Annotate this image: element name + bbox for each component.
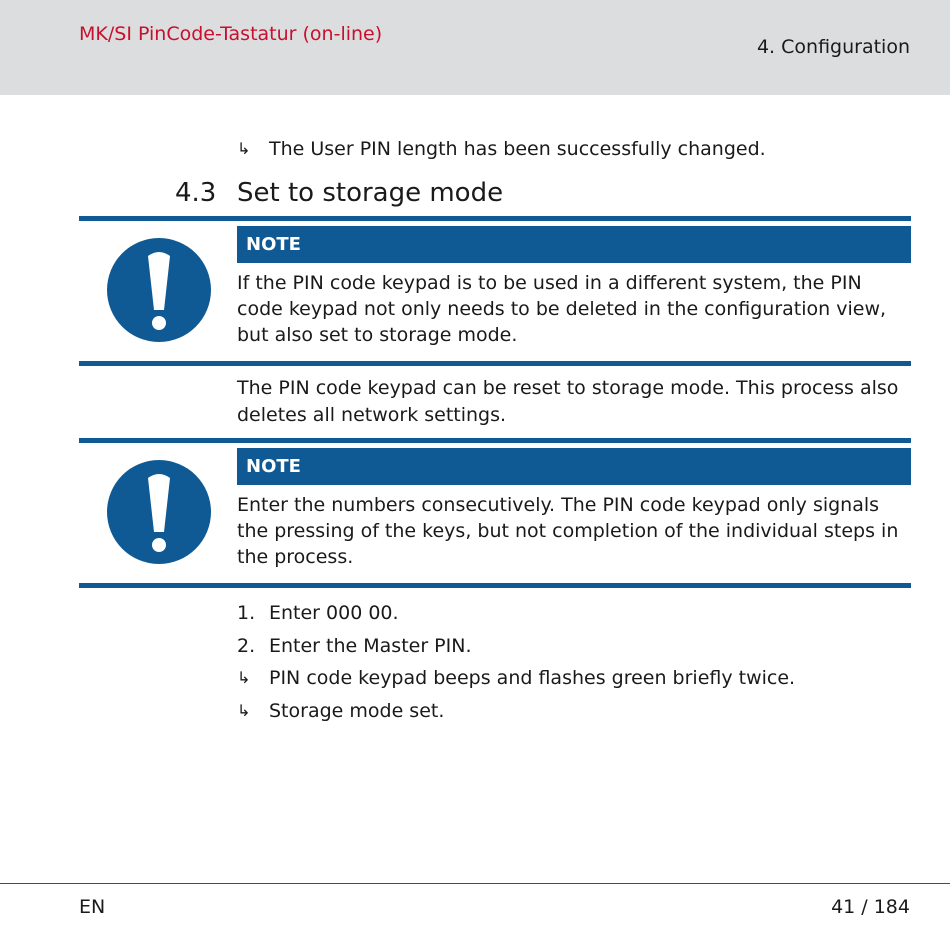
note-text: If the PIN code keypad is to be used in a different system, the PIN code keypad not only needs to be deleted in the configuration view, but also set to storage mode. (237, 272, 887, 346)
note-top-rule (79, 216, 911, 221)
result-text: Storage mode set. (269, 700, 445, 722)
footer-page-number: 41 / 184 (831, 896, 910, 918)
note-bottom-rule (79, 583, 911, 588)
note-label: NOTE (237, 448, 911, 485)
note-top-rule (79, 438, 911, 443)
footer-language: EN (79, 896, 106, 918)
result-text: The User PIN length has been successfully changed. (269, 138, 766, 160)
result-text: PIN code keypad beeps and flashes green briefly twice. (269, 667, 796, 689)
section-title: Set to storage mode (237, 178, 504, 208)
warning-exclamation-icon (103, 456, 215, 568)
footer-divider (0, 883, 950, 884)
step-number: 2. (237, 635, 256, 657)
step-number: 1. (237, 602, 256, 624)
result-arrow-icon: ↳ (237, 668, 251, 687)
chapter-reference: 4. Configuration (756, 36, 910, 58)
step-text: Enter the Master PIN. (269, 635, 472, 657)
result-arrow-icon: ↳ (237, 139, 251, 158)
note-label: NOTE (237, 226, 911, 263)
note-text: Enter the numbers consecutively. The PIN code keypad only signals the pressing of the keys, but not completion of the individual steps in the process. (237, 494, 899, 568)
note-bottom-rule (79, 361, 911, 366)
warning-exclamation-icon (103, 234, 215, 346)
section-number: 4.3 (175, 178, 217, 208)
document-title: MK/SI PinCode-Tastatur (on-line) (79, 23, 383, 45)
step-text: Enter 000 00. (269, 602, 399, 624)
page-header (0, 0, 950, 95)
body-paragraph: The PIN code keypad can be reset to storage mode. This process also deletes all network settings. (237, 377, 899, 426)
result-arrow-icon: ↳ (237, 701, 251, 720)
